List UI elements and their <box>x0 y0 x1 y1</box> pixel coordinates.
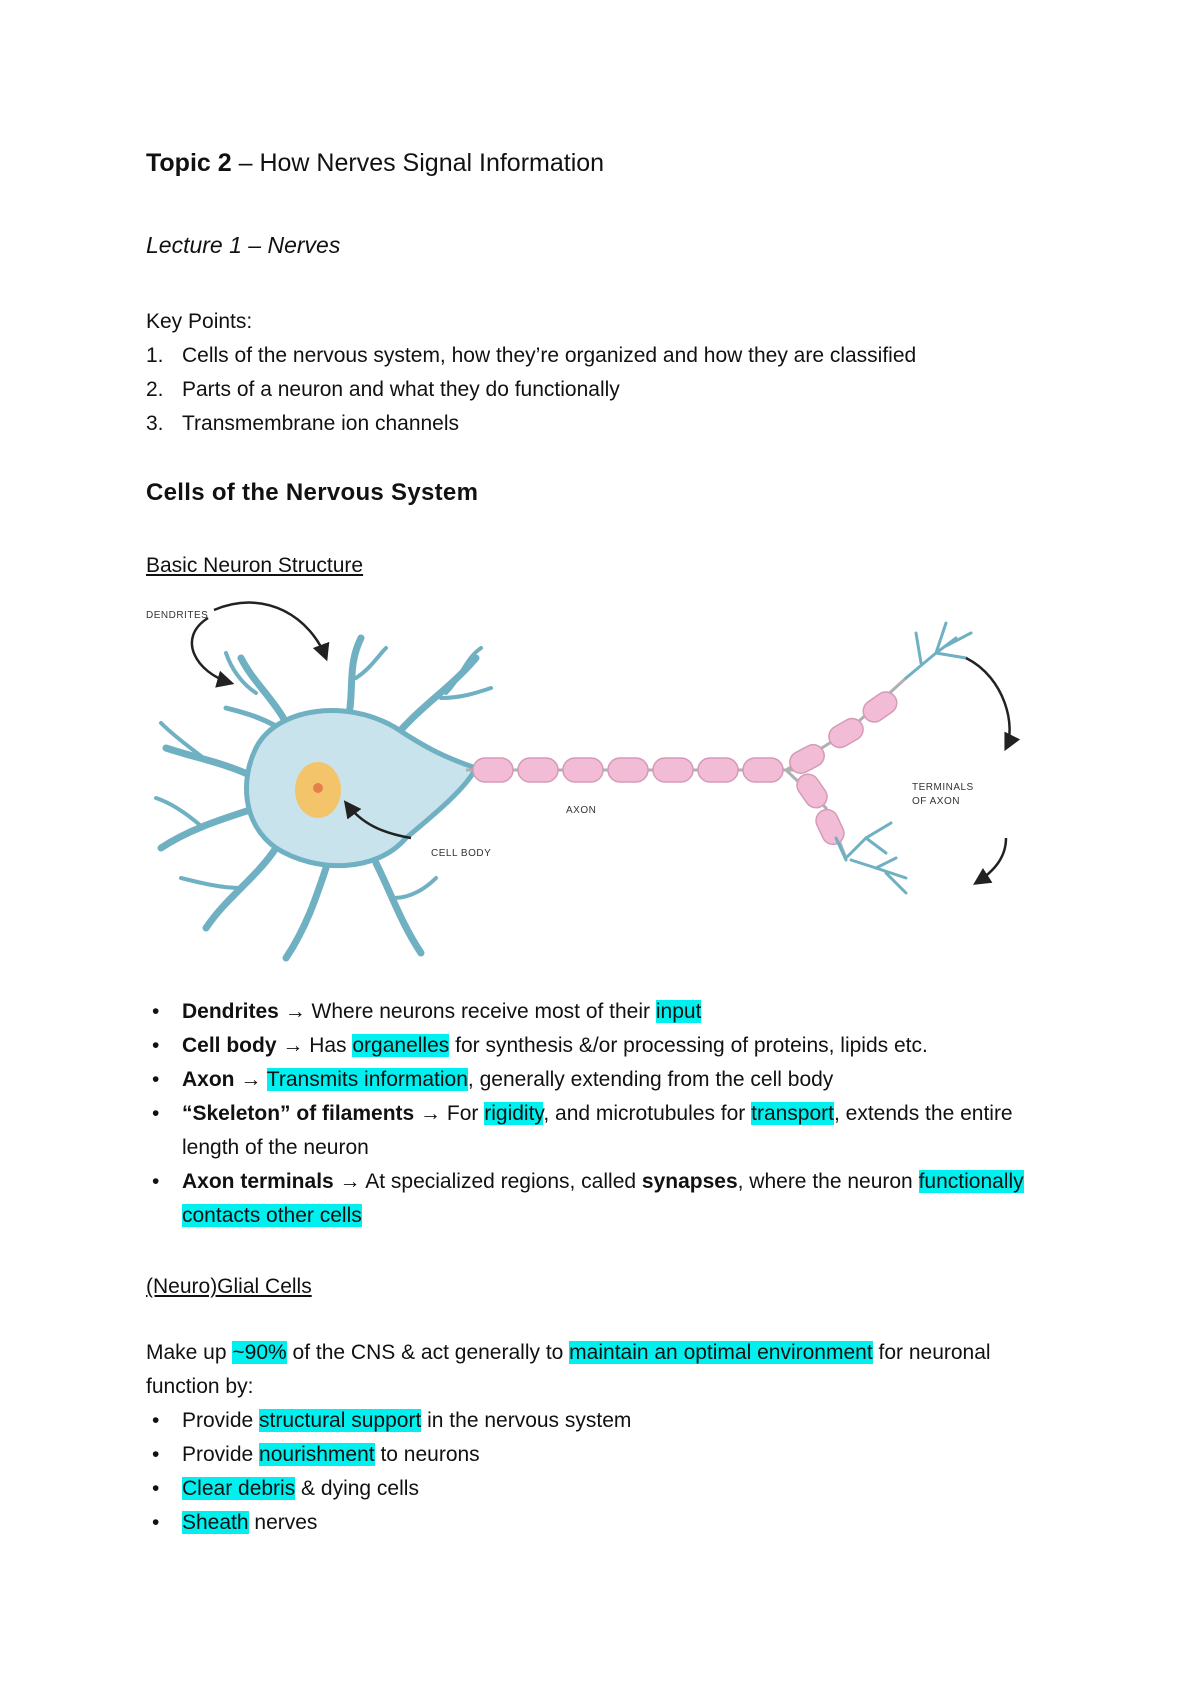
list-item: • Axon terminals → At specialized regions, called synapses, where the neuron functionally contacts other cells <box>152 1170 1024 1227</box>
neuron-diagram <box>146 598 1046 968</box>
neuron-subheading: Basic Neuron Structure <box>146 554 364 577</box>
glial-functions-list <box>146 1404 1046 1540</box>
list-item: 2. Parts of a neuron and what they do functionally <box>146 378 620 401</box>
list-item: • Provide structural support in the nervous system <box>152 1409 632 1432</box>
glial-subheading: (Neuro)Glial Cells <box>146 1275 312 1298</box>
nucleolus <box>313 783 323 793</box>
list-item: • Provide nourishment to neurons <box>152 1443 480 1466</box>
list-item: • Clear debris & dying cells <box>152 1477 419 1500</box>
list-item: 3. Transmembrane ion channels <box>146 412 460 435</box>
terminals-label-line-2: OF AXON <box>912 796 960 807</box>
dendrites-label: DENDRITES <box>146 610 209 621</box>
neuron-parts-list <box>146 995 1066 1233</box>
key-points-list <box>146 339 916 441</box>
list-item: • Dendrites → Where neurons receive most of their input <box>152 1000 702 1023</box>
list-item: 1. Cells of the nervous system, how they’re organized and how they are classified <box>146 344 917 367</box>
terminals-label-line-1: TERMINALS <box>912 782 974 793</box>
page-title: Topic 2 – How Nerves Signal Information <box>146 149 605 177</box>
glial-intro: Make up ~90% of the CNS & act generally to maintain an optimal environment for neuronal function by: <box>146 1341 991 1398</box>
cell-body <box>246 711 476 866</box>
list-item: • Cell body → Has organelles for synthesis &/or processing of proteins, lipids etc. <box>152 1034 928 1057</box>
key-points-label: Key Points: <box>146 310 253 333</box>
lecture-heading: Lecture 1 – Nerves <box>146 232 341 258</box>
axon-label: AXON <box>566 805 597 816</box>
list-item: • “Skeleton” of filaments → For rigidity, and microtubules for transport, extends the entire length of the neuron <box>152 1102 1013 1159</box>
axon-terminals <box>836 623 971 893</box>
cell-body-label: CELL BODY <box>431 848 492 859</box>
list-item: • Axon → Transmits information, generally extending from the cell body <box>152 1068 834 1091</box>
axon <box>466 678 906 858</box>
list-item: • Sheath nerves <box>152 1511 318 1534</box>
section-heading: Cells of the Nervous System <box>146 479 479 506</box>
